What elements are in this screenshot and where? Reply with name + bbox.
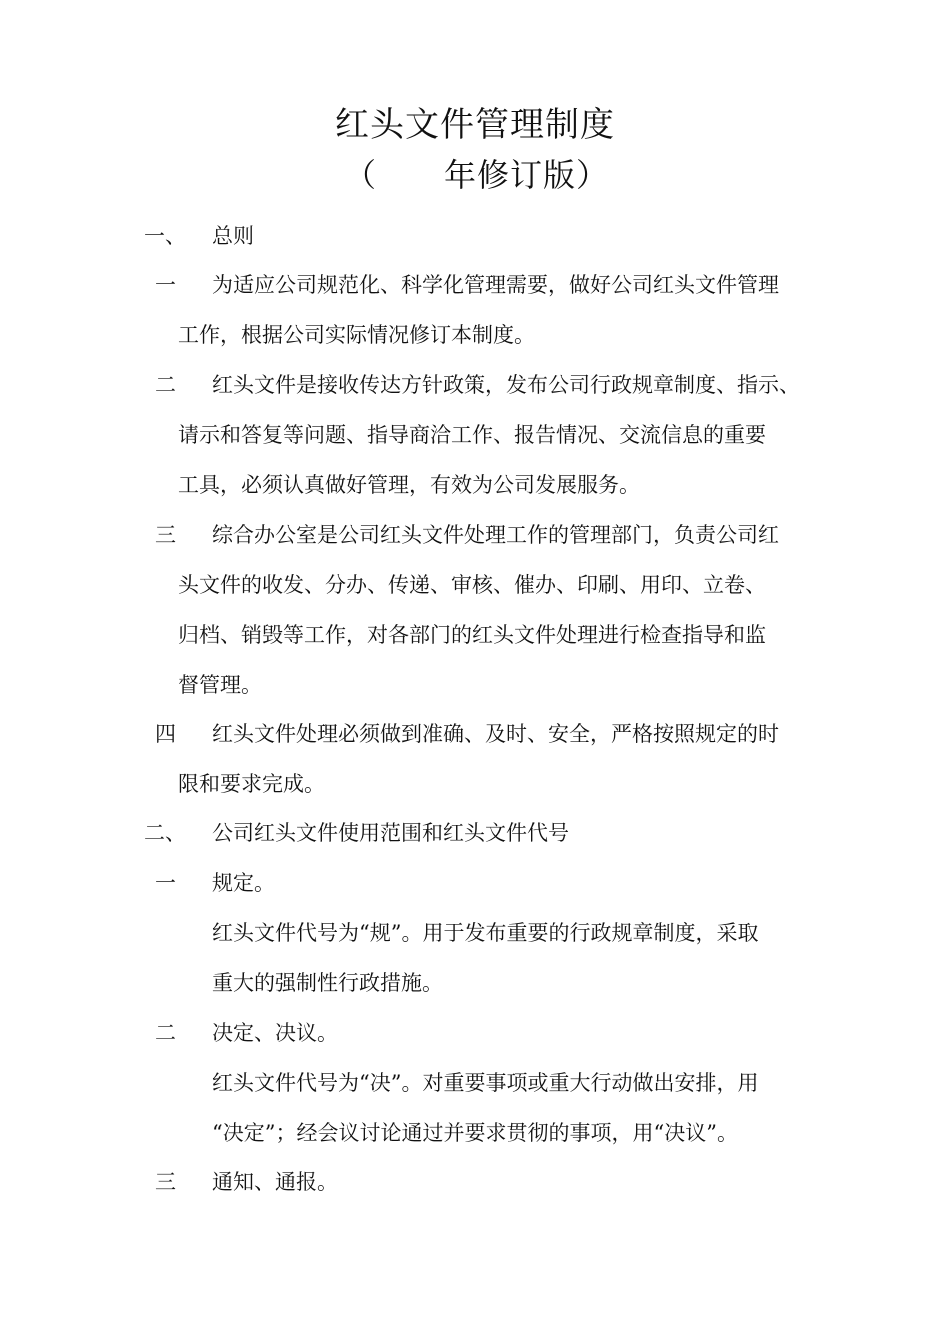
paragraph-line: 头文件的收发、分办、传递、审核、催办、印刷、用印、立卷、 bbox=[178, 573, 766, 597]
section-number: 一、 bbox=[144, 224, 186, 248]
item-number: 一 bbox=[155, 871, 176, 895]
section-title: 公司红头文件使用范围和红头文件代号 bbox=[212, 821, 569, 845]
paragraph-line: 限和要求完成。 bbox=[178, 772, 325, 796]
paragraph-line: 红头文件代号为“决”。对重要事项或重大行动做出安排，用 bbox=[212, 1071, 759, 1095]
paragraph-line: 红头文件处理必须做到准确、及时、安全，严格按照规定的时 bbox=[212, 722, 779, 746]
paragraph-line: 工作，根据公司实际情况修订本制度。 bbox=[178, 323, 535, 347]
item-heading: 决定、决议。 bbox=[212, 1021, 338, 1045]
document-title: 红头文件管理制度 bbox=[335, 105, 615, 145]
document-subtitle: 年修订版） bbox=[444, 156, 610, 194]
item-number: 二 bbox=[155, 373, 176, 397]
paragraph-line: 为适应公司规范化、科学化管理需要，做好公司红头文件管理 bbox=[212, 273, 779, 297]
paragraph-line: 归档、销毁等工作，对各部门的红头文件处理进行检查指导和监 bbox=[178, 623, 766, 647]
paragraph-line: 重大的强制性行政措施。 bbox=[212, 971, 443, 995]
paragraph-line: 工具，必须认真做好管理，有效为公司发展服务。 bbox=[178, 473, 640, 497]
item-number: 四 bbox=[155, 722, 176, 746]
paragraph-line: 请示和答复等问题、指导商洽工作、报告情况、交流信息的重要 bbox=[178, 423, 766, 447]
section-number: 二、 bbox=[144, 821, 186, 845]
paragraph-line: “决定”；经会议讨论通过并要求贯彻的事项，用“决议”。 bbox=[212, 1121, 738, 1145]
item-number: 一 bbox=[155, 273, 176, 297]
paragraph-line: 红头文件是接收传达方针政策，发布公司行政规章制度、指示、 bbox=[212, 373, 800, 397]
paragraph-line: 督管理。 bbox=[178, 673, 262, 697]
item-heading: 通知、通报。 bbox=[212, 1170, 338, 1194]
document-subtitle-bracket: （ bbox=[344, 156, 377, 194]
item-number: 二 bbox=[155, 1021, 176, 1045]
paragraph-line: 综合办公室是公司红头文件处理工作的管理部门，负责公司红 bbox=[212, 523, 779, 547]
item-number: 三 bbox=[155, 523, 176, 547]
item-number: 三 bbox=[155, 1170, 176, 1194]
paragraph-line: 红头文件代号为“规”。用于发布重要的行政规章制度，采取 bbox=[212, 921, 759, 945]
item-heading: 规定。 bbox=[212, 871, 275, 895]
section-title: 总则 bbox=[212, 224, 254, 248]
